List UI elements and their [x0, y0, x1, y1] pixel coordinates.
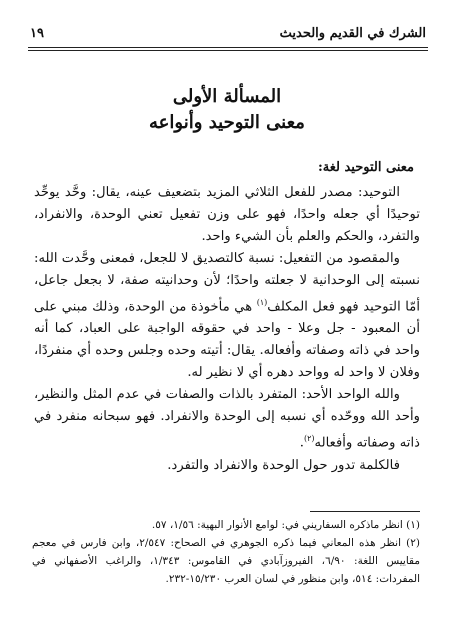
footnote-divider [310, 511, 420, 512]
book-title: الشرك في القديم والحديث [279, 26, 426, 41]
footnote-marker: (٢) [303, 434, 315, 444]
running-header [30, 26, 426, 44]
footnote: (٢) انظر هذه المعاني فيما ذكره الجوهري في الصحاح: ٢/٥٤٧، وابن فارس في معجم مقاييس اللغة: ٦/٩٠، الفيروزآبادي في القاموس: ١/٣٤٣، والراغب الأصفهاني في المفردات: ٥١٤، وابن منظور في لسان العرب ١٥/٢٣٠-٢٣٢. [32, 537, 420, 585]
paragraph: والله الواحد الأحد: المتفرد بالذات والصفات في عدم المثل والنظير، وأحد الله ووحّده أي نسبه إلى الوحدة والانفراد. فهو سبحانه منفرد في ذاته وصفاته وأفعاله$^{(٢)}$. [34, 387, 420, 451]
paragraph: التوحيد: مصدر للفعل الثلاثي المزيد بتضعيف عينه، يقال: وحَّد يوحِّد توحيدًا أي جعله واحدًا، فهو على وزن تفعيل تعني الوحدة، والانفراد، والتفرد، والحكم والعلم بأن الشيء واحد. [34, 185, 420, 244]
paragraph-text: والمقصود من التفعيل: نسبة كالتصديق لا للجعل، فمعنى وحَّدت الله: نسبته إلى الوحدانية لا جعلته واحدًا؛ لأن وحدانيته صفة، لا بجعل جاعل، أمّا التوحيد فهو فعل المكلف [34, 251, 420, 315]
footnote-marker: (١) [256, 298, 268, 307]
paragraph-text: والله الواحد الأحد: المتفرد بالذات والصفات في عدم المثل والنظير، وأحد الله ووحّده أي نسبه إلى الوحدة والانفراد. فهو سبحانه منفرد في ذاته وصفاته وأفعاله [34, 387, 420, 451]
footnotes [32, 516, 420, 588]
header-divider [28, 47, 428, 51]
footnote: (١) انظر ماذكره السفاريني في: لوامع الأنوار البهية: ١/٥٦، ٥٧. [151, 519, 420, 531]
chapter-title: المسألة الأولى [172, 86, 282, 107]
section-heading: معنى التوحيد لغة: [317, 160, 414, 175]
paragraph-text: هي مأخوذة من الوحدة، وذلك مبني على أن المعبود - جل وعلا - واحد في حقوقه الواجبة على العباد، كما أنه واحد في ذاته وصفاته وأفعاله. يقال: أتيته وحده وجلس وحده أي منفردًا، وفلان لا واحد له وواحد دهره أي لا نظير له. [34, 299, 420, 381]
body-text [34, 182, 420, 477]
page-number: ١٩ [30, 26, 44, 41]
paragraph: فالكلمة تدور حول الوحدة والانفراد والتفرد. [167, 457, 400, 473]
paragraph [34, 248, 420, 384]
chapter-subtitle: معنى التوحيد وأنواعه [149, 112, 305, 133]
